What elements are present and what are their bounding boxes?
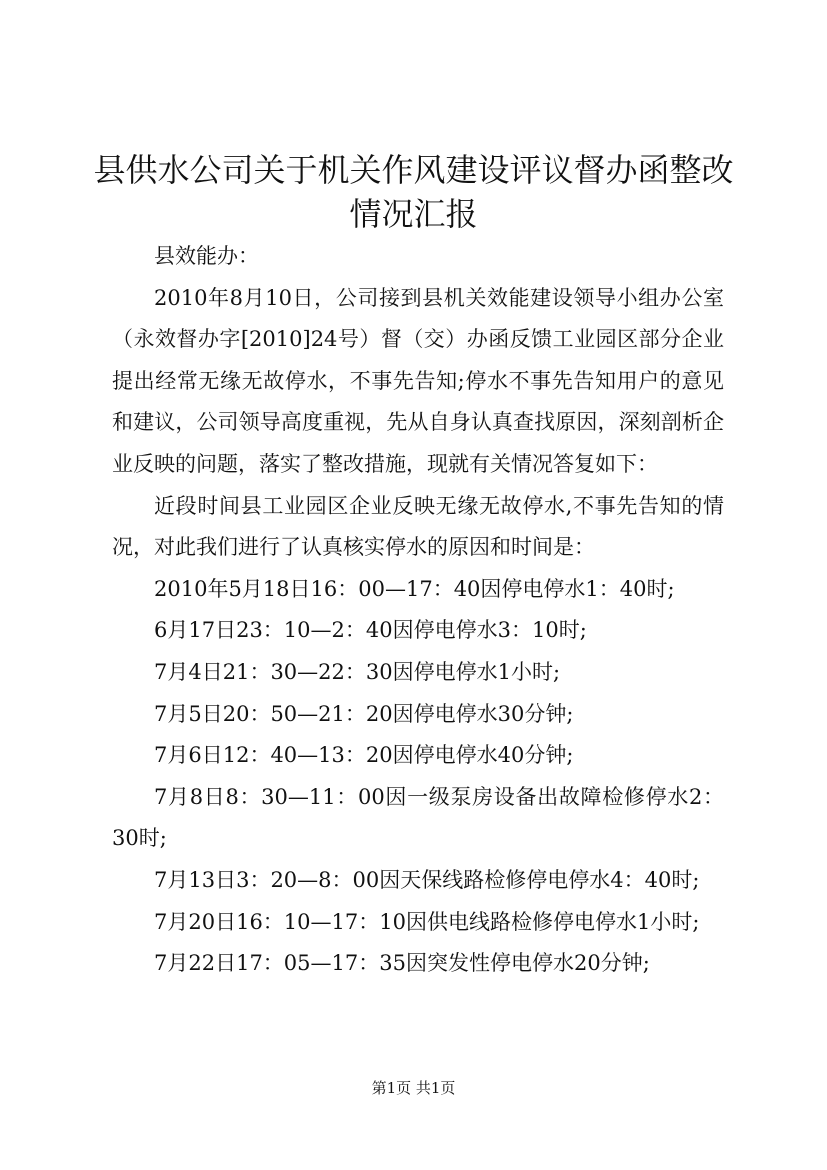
title-line-2: 情况汇报 <box>349 195 478 233</box>
outage-record: 6月17日23：10—2：40因停电停水3：10时; <box>154 618 587 643</box>
outage-record: 7月8日8：30—11：00因一级泵房设备出故障检修停水2：30时; <box>112 784 724 851</box>
outage-record: 7月20日16：10—17：10因供电线路检修停电停水1小时; <box>154 909 700 934</box>
outage-record: 7月22日17：05—17：35因突发性停电停水20分钟; <box>154 951 650 976</box>
document-body <box>112 236 724 985</box>
outage-record: 7月13日3：20—8：00因天保线路检修停电停水4：40时; <box>154 867 700 892</box>
outage-record: 2010年5月18日16：00—17：40因停电停水1：40时; <box>154 576 675 601</box>
title-line-1: 县供水公司关于机关作风建设评议督办函整改 <box>93 151 734 189</box>
page-footer <box>0 1078 827 1098</box>
outage-record: 7月5日20：50—21：20因停电停水30分钟; <box>154 701 574 726</box>
outage-record: 7月4日21：30—22：30因停电停水1小时; <box>154 659 561 684</box>
salutation: 县效能办： <box>154 244 259 268</box>
document-title <box>60 148 767 236</box>
paragraph-situation: 近段时间县工业园区企业反映无缘无故停水,不事先告知的情况，对此我们进行了认真核实停水的原因和时间是： <box>112 493 724 560</box>
paragraph-intro: 2010年8月10日，公司接到县机关效能建设领导小组办公室（永效督办字[2010]24号）督（交）办函反馈工业园区部分企业提出经常无缘无故停水，不事先告知;停水不事先告知用户的意见和建议，公司领导高度重视，先从自身认真查找原因，深刻剖析企业反映的问题，落实了整改措施，现就有关情况答复如下： <box>112 285 724 476</box>
outage-record: 7月6日12：40—13：20因停电停水40分钟; <box>154 743 574 768</box>
page-number: 第1页 共1页 <box>371 1079 456 1097</box>
